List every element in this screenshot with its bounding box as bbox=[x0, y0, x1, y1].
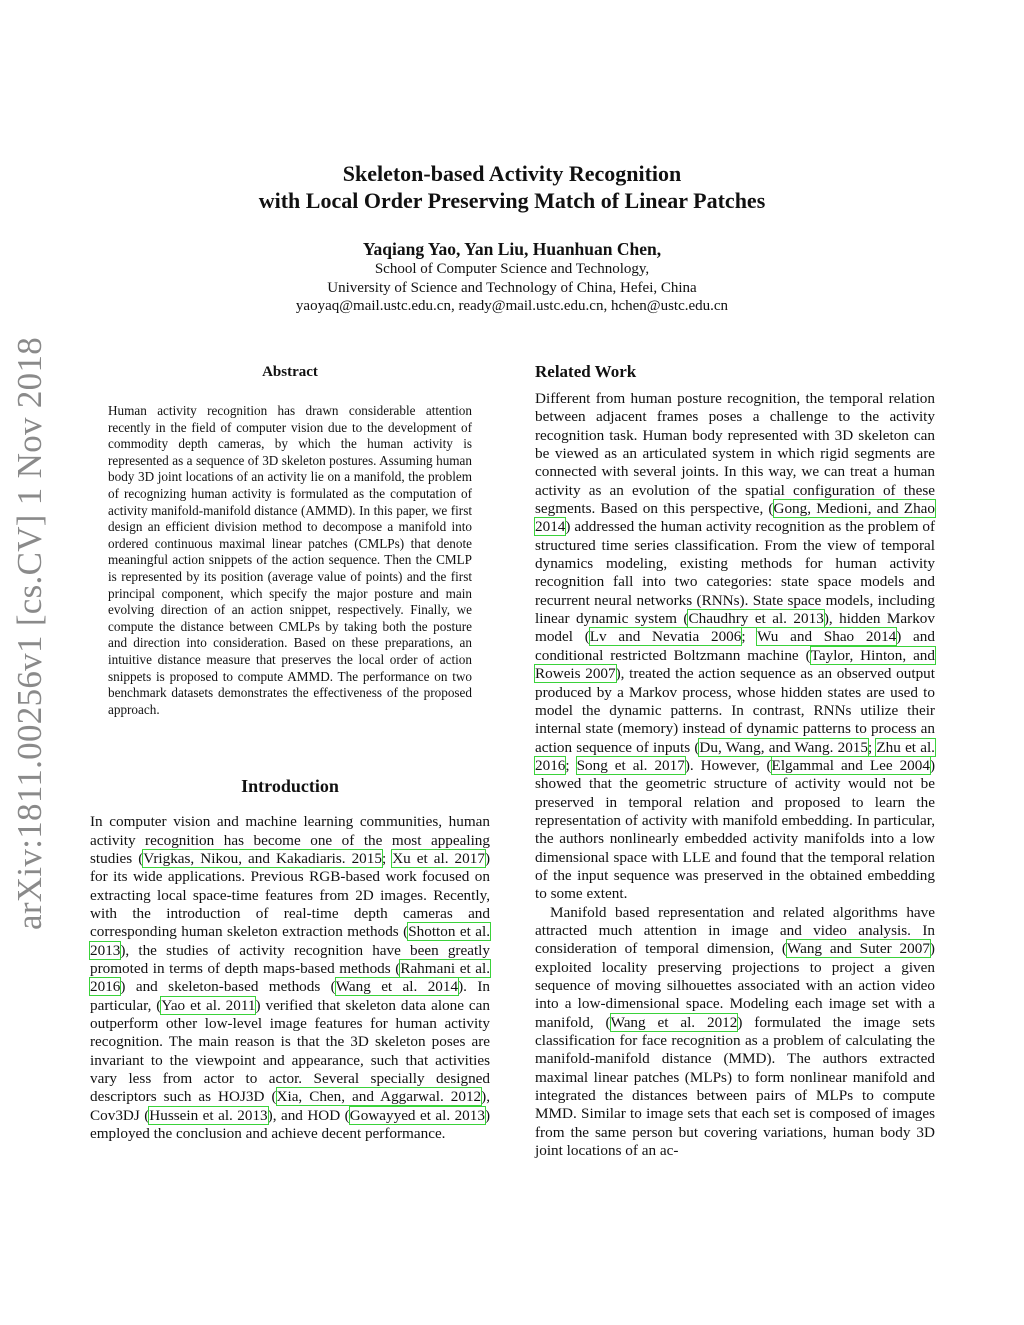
citation-link[interactable]: Shotton et al. 2013 bbox=[90, 923, 491, 959]
citation-link[interactable]: Gong, Medioni, and Zhao 2014 bbox=[535, 500, 935, 536]
citation-link[interactable]: Xu et al. 2017 bbox=[392, 849, 485, 867]
author-emails: yaoyaq@mail.ustc.edu.cn, ready@mail.ustc.edu.cn, hchen@ustc.edu.cn bbox=[295, 298, 729, 314]
related-text: ; bbox=[741, 628, 758, 646]
citation-link[interactable]: Du, Wang, and Wang. 2015 bbox=[699, 738, 868, 756]
intro-text: ) for its wide applications. Previous RGB-based work focused on extracting local space-time features from 2D images. Recently, with the introduction of real-time depth cameras and corresponding human skeleton extraction methods ( bbox=[90, 849, 490, 941]
intro-text: ), the studies of activity recognition have been greatly promoted in terms of depth maps-based methods ( bbox=[90, 941, 490, 978]
related-text: ) addressed the human activity recognition as the problem of structured time series classification. From the view of temporal dynamics modeling, existing methods for human activity recognition fall into two categories: state space models and recurrent neural networks (RNNs). State space models, including linear dynamic system ( bbox=[535, 518, 935, 628]
citation-link[interactable]: Wu and Shao 2014 bbox=[757, 628, 897, 646]
introduction-paragraph bbox=[90, 813, 490, 1143]
intro-text: ), Cov3DJ ( bbox=[90, 1088, 490, 1124]
affiliation-block bbox=[112, 260, 912, 316]
related-work-heading: Related Work bbox=[535, 362, 637, 381]
related-text: ) formulated the image sets classification for face recognition as a problem of calculating the manifold-manifold distance (MMD). The authors extracted maximal linear patches (MLPs) to form nonlinear manifold and integrated the distances between pairs of MLPs to compute MMD. Similar to image sets that each set is composed of images from the same person but covering variations, human body 3D joint locations of an ac- bbox=[535, 1013, 936, 1160]
intro-text: ; bbox=[381, 849, 393, 867]
citation-link[interactable]: Zhu et al. 2016 bbox=[535, 738, 935, 774]
citation-link[interactable]: Hussein et al. 2013 bbox=[149, 1106, 268, 1124]
related-text: ) showed that the geometric structure of activity would not be preserved in temporal relation and proposed to learn the representation of activity with manifold embedding. In particular, the authors nonlinearly embedded activity manifolds into a low dimensional space with LLE and found that the temporal relation of the input sequence was preserved in the obtained embedding to some extent. bbox=[535, 756, 936, 903]
citation-link[interactable]: Chaudhry et al. 2013 bbox=[688, 610, 824, 628]
author-list: Yaqiang Yao, Yan Liu, Huanhuan Chen, bbox=[362, 239, 662, 259]
citation-link[interactable]: Rahmani et al. 2016 bbox=[90, 960, 490, 996]
related-work-paragraph-1 bbox=[535, 390, 935, 904]
related-text: ) exploited locality preserving projections to project a given sequence of moving silhouettes associated with an action video into a low-dimensional space. Modeling each image set with a manifold, ( bbox=[535, 940, 935, 1031]
intro-text: ) verified that skeleton data alone can outperform other low-level image features for human activity recognition. The main reason is that the 3D skeleton poses are invariant to the viewpoint and appearance, such that activities vary less from actor to actor. Several specially designed descriptors such as HOJ3D ( bbox=[90, 996, 490, 1106]
citation-link[interactable]: Wang et al. 2014 bbox=[335, 978, 459, 996]
affiliation-line-1: School of Computer Science and Technology, bbox=[374, 261, 650, 277]
citation-link[interactable]: Elgammal and Lee 2004 bbox=[771, 756, 930, 774]
citation-link[interactable]: Vrigkas, Nikou, and Kakadiaris. 2015 bbox=[143, 849, 382, 867]
related-work-paragraph-2 bbox=[535, 904, 935, 1161]
intro-text: ), and HOD ( bbox=[267, 1106, 350, 1124]
citation-link[interactable]: Taylor, Hinton, and Roweis 2007 bbox=[535, 646, 935, 683]
citation-link[interactable]: Lv and Nevatia 2006 bbox=[589, 628, 742, 646]
intro-text: In computer vision and machine learning communities, human activity recognition has become one of the most appealing studies ( bbox=[90, 813, 490, 867]
intro-text: ) employed the conclusion and achieve decent performance. bbox=[90, 1106, 491, 1143]
related-text: ; bbox=[565, 756, 577, 774]
paper-title bbox=[112, 160, 912, 214]
right-column bbox=[535, 360, 935, 1160]
left-column bbox=[90, 360, 490, 1143]
citation-link[interactable]: Wang et al. 2012 bbox=[610, 1013, 738, 1031]
affiliation-line-2: University of Science and Technology of China, Hefei, China bbox=[327, 279, 697, 296]
intro-text: ). In particular, ( bbox=[90, 978, 490, 1014]
related-text: ). However, ( bbox=[684, 756, 772, 774]
related-text: Different from human posture recognition, the temporal relation between adjacent frames poses a challenge to the activity recognition task. Human body represented with 3D skeleton can be viewed as an articulated system in which rigid segments are connected with several joints. In this way, we can treat a human activity as an evolution of the spatial configuration of these segments. Based on this perspective, ( bbox=[535, 390, 935, 518]
abstract-text: Human activity recognition has drawn considerable attention recently in the field of computer vision due to the development of commodity depth cameras, by which the human activity is represented as a sequence of 3D skeleton postures. Assuming human body 3D joint locations of an activity lie on a manifold, the problem of recognizing human activity is formulated as the computation of activity manifold-manifold distance (AMMD). In this paper, we first design an efficient division method to decompose a manifold into ordered continuous maximal linear patches (CMLPs) that denote meaningful action snippets of the action sequence. Then the CMLP is represented by its position (average value of points) and the first principal component, which specify the major posture and main evolving direction of an action snippet, respectively. Finally, we compute the distance between CMLPs by taking both the posture and direction into consideration. Based on these preparations, an intuitive distance measure that preserves the local order of action snippets is proposed to compute AMMD. The performance on two benchmark datasets demonstrates the effectiveness of the proposed approach. bbox=[108, 403, 472, 717]
citation-link[interactable]: Xia, Chen, and Aggarwal. 2012 bbox=[276, 1088, 482, 1106]
intro-text: ) and skeleton-based methods ( bbox=[120, 978, 336, 996]
citation-link[interactable]: Wang and Suter 2007 bbox=[786, 940, 930, 958]
title-line-1: Skeleton-based Activity Recognition bbox=[342, 161, 682, 186]
related-text: ) and conditional restricted Boltzmann machine ( bbox=[535, 628, 935, 664]
related-text: ), hidden Markov model ( bbox=[535, 610, 935, 646]
related-text: ), treated the action sequence as an observed output produced by a Markov process, whose hidden states are used to model the dynamic patterns. In contrast, RNNs utilize their internal state (memory) instead of dynamic patterns to process an action sequence of inputs ( bbox=[535, 665, 935, 756]
title-line-2: with Local Order Preserving Match of Linear Patches bbox=[258, 188, 766, 213]
citation-link[interactable]: Gowayyed et al. 2013 bbox=[349, 1106, 485, 1124]
related-text: Manifold based representation and related algorithms have attracted much attention in image and video analysis. In consideration of temporal dimension, ( bbox=[535, 903, 935, 958]
arxiv-identifier-stamp: arXiv:1811.00256v1 [cs.CV] 1 Nov 2018 bbox=[10, 336, 49, 930]
related-text: ; bbox=[867, 738, 877, 756]
citation-link[interactable]: Song et al. 2017 bbox=[576, 756, 685, 774]
abstract-heading: Abstract bbox=[262, 364, 318, 380]
introduction-heading: Introduction bbox=[241, 776, 339, 797]
citation-link[interactable]: Yao et al. 2011 bbox=[161, 996, 256, 1014]
